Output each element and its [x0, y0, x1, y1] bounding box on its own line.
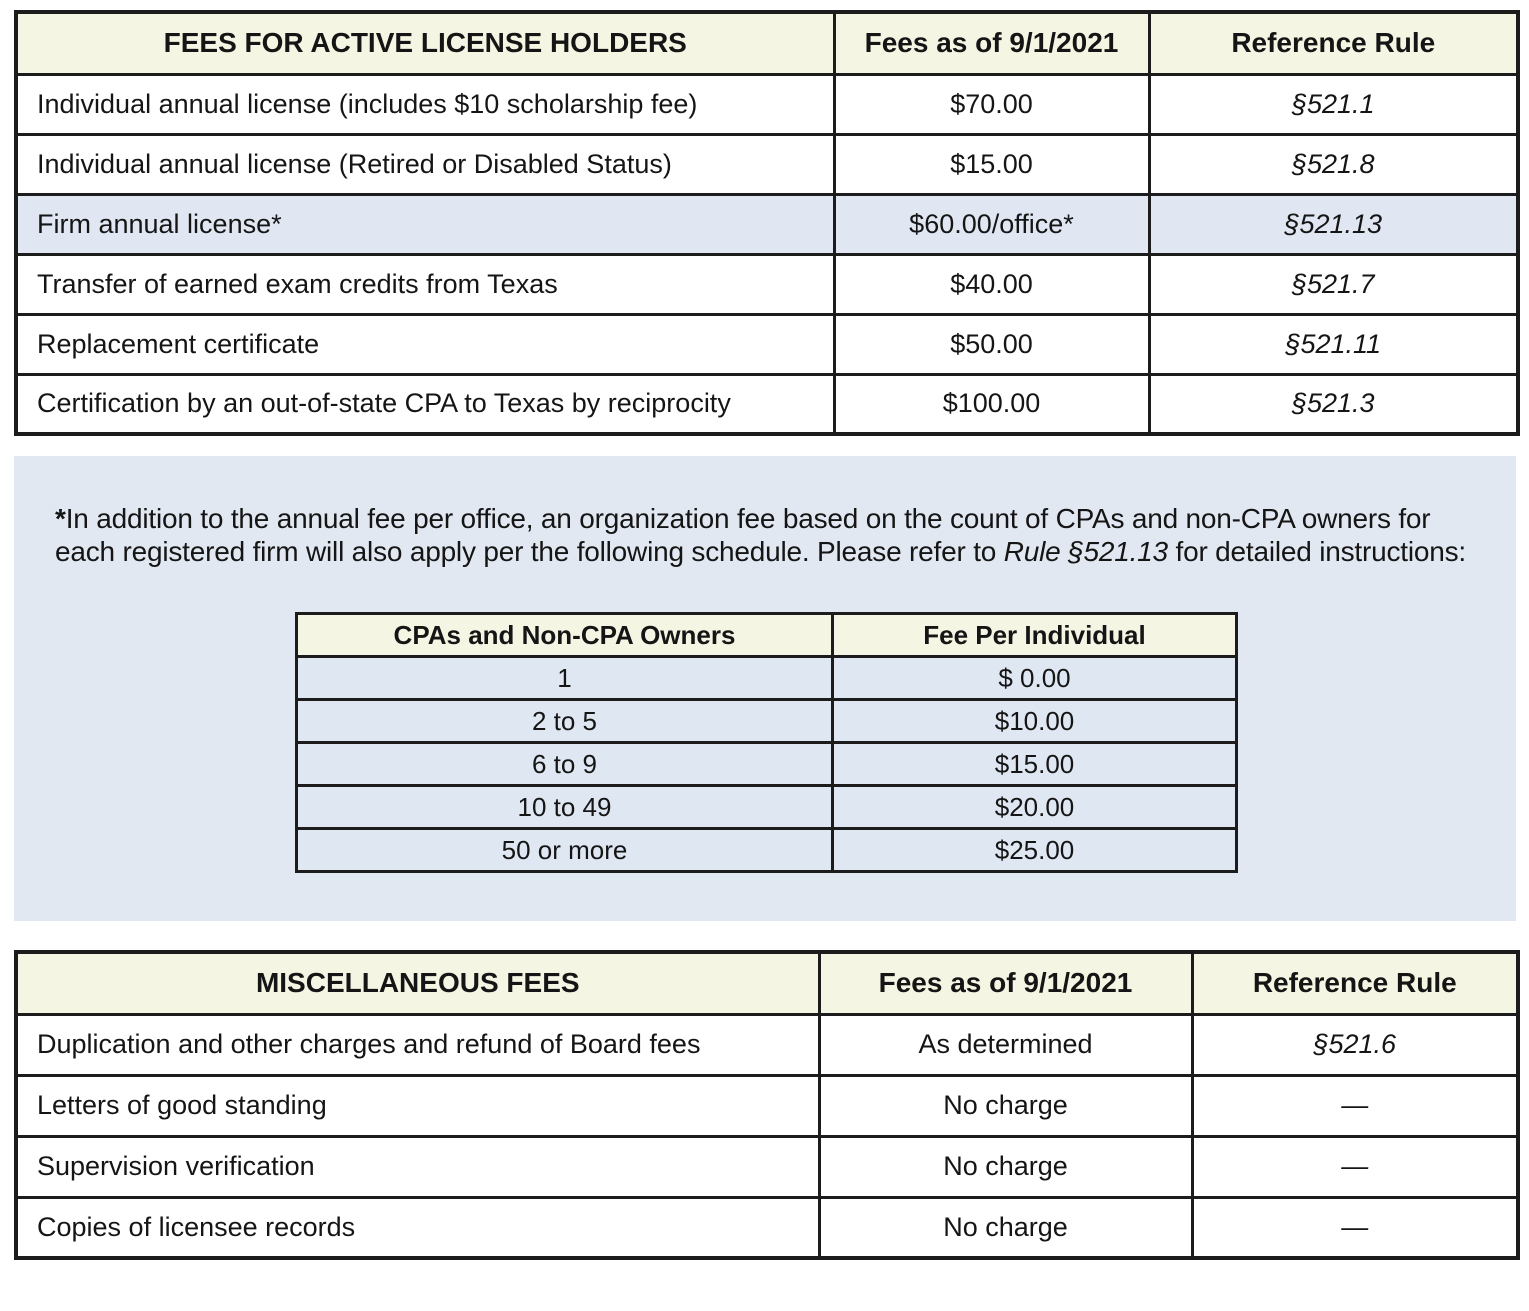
fee-amount: $70.00 — [834, 74, 1149, 134]
firm-organization-fee-note-section — [14, 456, 1516, 921]
fee-amount: As determined — [819, 1014, 1192, 1075]
fee-amount: $40.00 — [834, 254, 1149, 314]
owners-count: 6 to 9 — [297, 743, 833, 786]
fee-amount: $50.00 — [834, 314, 1149, 374]
fee-label: Replacement certificate — [16, 314, 834, 374]
table-row — [16, 134, 1518, 194]
fee-label: Individual annual license (Retired or Disabled Status) — [16, 134, 834, 194]
owners-fee-table — [295, 612, 1238, 873]
table-row — [297, 786, 1237, 829]
fee-label: Letters of good standing — [16, 1075, 819, 1136]
misc-fees-title: MISCELLANEOUS FEES — [16, 952, 819, 1014]
table-row — [297, 657, 1237, 700]
fee-amount: $60.00/office* — [834, 194, 1149, 254]
fee-amount: $15.00 — [834, 134, 1149, 194]
asterisk-marker: * — [55, 503, 66, 534]
fee-label: Individual annual license (includes $10 scholarship fee) — [16, 74, 834, 134]
rule-reference: — — [1192, 1197, 1518, 1258]
reference-rule-header: Reference Rule — [1192, 952, 1518, 1014]
table-row — [297, 743, 1237, 786]
fee-label: Duplication and other charges and refund of Board fees — [16, 1014, 819, 1075]
table-row — [297, 700, 1237, 743]
owners-count-header: CPAs and Non-CPA Owners — [297, 614, 833, 657]
fee-amount: $20.00 — [833, 786, 1237, 829]
table-row — [16, 1197, 1518, 1258]
table-header-row — [16, 952, 1518, 1014]
reference-rule-header: Reference Rule — [1149, 12, 1518, 74]
fee-label: Transfer of earned exam credits from Texas — [16, 254, 834, 314]
fees-asof-header: Fees as of 9/1/2021 — [834, 12, 1149, 74]
fee-label: Firm annual license* — [16, 194, 834, 254]
active-fees-title: FEES FOR ACTIVE LICENSE HOLDERS — [16, 12, 834, 74]
fee-label: Copies of licensee records — [16, 1197, 819, 1258]
rule-reference: — — [1192, 1075, 1518, 1136]
table-row — [16, 314, 1518, 374]
fee-amount: No charge — [819, 1075, 1192, 1136]
fee-amount: $15.00 — [833, 743, 1237, 786]
miscellaneous-fees-table — [14, 950, 1520, 1260]
table-row — [16, 254, 1518, 314]
rule-reference: §521.11 — [1149, 314, 1518, 374]
table-row — [16, 1075, 1518, 1136]
owners-count: 10 to 49 — [297, 786, 833, 829]
rule-reference: — — [1192, 1136, 1518, 1197]
table-header-row — [297, 614, 1237, 657]
table-row — [16, 374, 1518, 434]
rule-reference: §521.8 — [1149, 134, 1518, 194]
fee-amount: No charge — [819, 1136, 1192, 1197]
table-row — [16, 74, 1518, 134]
fee-label: Supervision verification — [16, 1136, 819, 1197]
fee-amount: $10.00 — [833, 700, 1237, 743]
fee-amount: $ 0.00 — [833, 657, 1237, 700]
table-header-row — [16, 12, 1518, 74]
rule-reference: §521.7 — [1149, 254, 1518, 314]
owners-count: 2 to 5 — [297, 700, 833, 743]
rule-reference-inline: Rule §521.13 — [1003, 536, 1168, 567]
table-row — [16, 1136, 1518, 1197]
fees-asof-header: Fees as of 9/1/2021 — [819, 952, 1192, 1014]
note-paragraph — [55, 502, 1478, 568]
fee-amount: $100.00 — [834, 374, 1149, 434]
fee-amount: No charge — [819, 1197, 1192, 1258]
rule-reference: §521.6 — [1192, 1014, 1518, 1075]
note-text-after: for detailed instructions: — [1167, 536, 1467, 567]
note-text-before: In addition to the annual fee per office, an organization fee based on the count of CPAs and non-CPA owners for each registered firm will also apply per the following schedule. Please refer to — [55, 503, 1431, 567]
rule-reference: §521.13 — [1149, 194, 1518, 254]
active-license-fees-table — [14, 10, 1520, 436]
fee-per-individual-header: Fee Per Individual — [833, 614, 1237, 657]
fee-amount: $25.00 — [833, 829, 1237, 872]
owners-count: 1 — [297, 657, 833, 700]
table-row — [16, 1014, 1518, 1075]
fee-label: Certification by an out-of-state CPA to Texas by reciprocity — [16, 374, 834, 434]
table-row-firm-license — [16, 194, 1518, 254]
rule-reference: §521.1 — [1149, 74, 1518, 134]
owners-count: 50 or more — [297, 829, 833, 872]
rule-reference: §521.3 — [1149, 374, 1518, 434]
table-row — [297, 829, 1237, 872]
